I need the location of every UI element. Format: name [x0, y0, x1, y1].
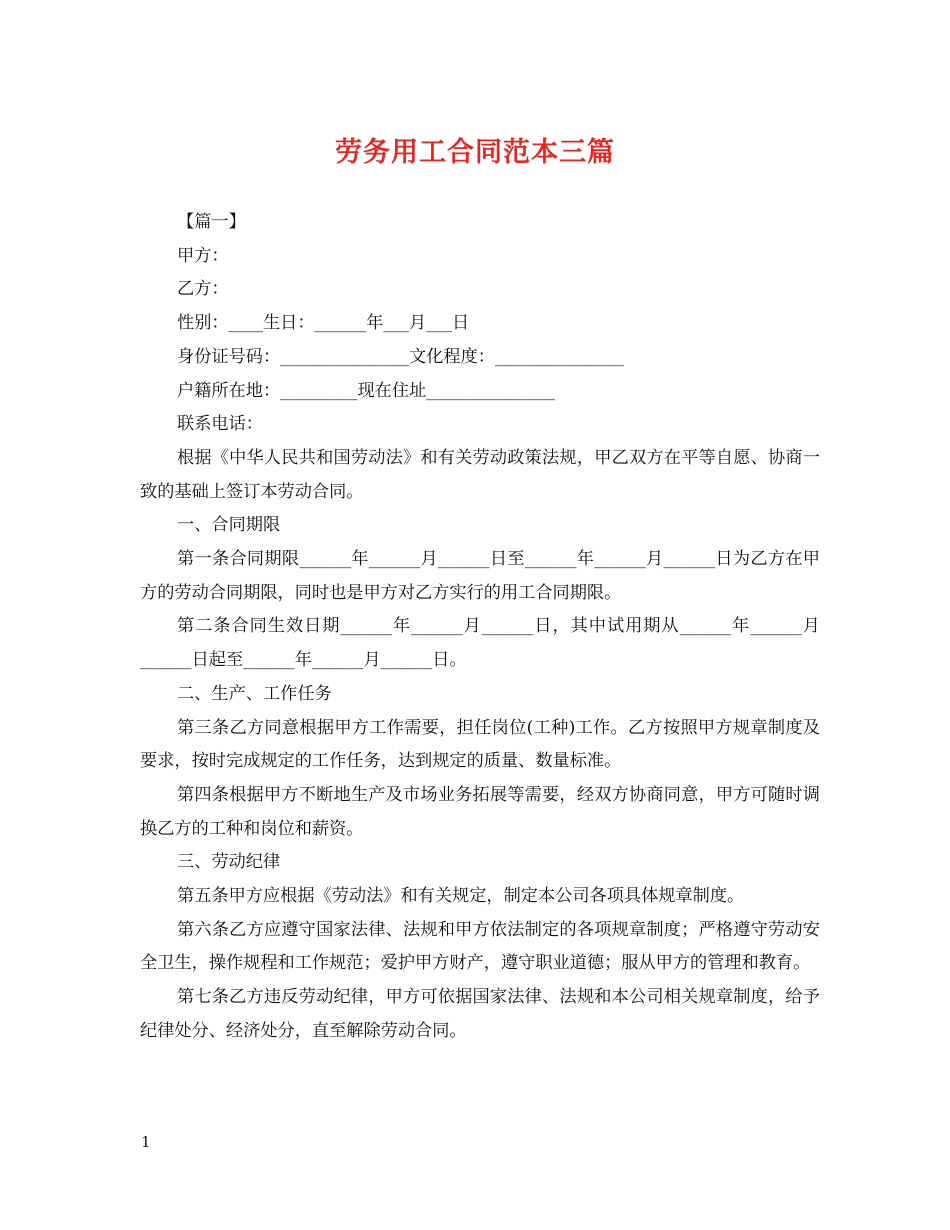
- section-heading: 一、合同期限: [177, 515, 281, 536]
- paragraph: 性别：____生日：______年___月___日: [177, 313, 470, 334]
- paragraph: 第一条合同期限______年______月______日至______年______月______日为乙方在甲方的劳动合同期限，同时也是甲方对乙方实行的用工合同期限。: [140, 549, 820, 603]
- paragraph: 第七条乙方违反劳动纪律，甲方可依据国家法律、法规和本公司相关规章制度，给予纪律处分、经济处分，直至解除劳动合同。: [140, 987, 820, 1041]
- document-body: [140, 206, 820, 1049]
- section-heading: 三、劳动纪律: [177, 852, 281, 873]
- paragraph: 根据《中华人民共和国劳动法》和有关劳动政策法规，甲乙双方在平等自愿、协商一致的基础上签订本劳动合同。: [140, 447, 820, 502]
- paragraph: 身份证号码：_______________文化程度：_______________: [177, 346, 624, 367]
- section-heading: 二、生产、工作任务: [177, 683, 332, 704]
- paragraph: 乙方：: [177, 279, 229, 300]
- paragraph: 第二条合同生效日期______年______月______日，其中试用期从______年______月______日起至______年______月______日。: [140, 616, 820, 671]
- paragraph: 户籍所在地：_________现在住址_______________: [177, 380, 556, 401]
- paragraph: 第四条根据甲方不断地生产及市场业务拓展等需要，经双方协商同意，甲方可随时调换乙方的工种和岗位和薪资。: [140, 784, 820, 839]
- paragraph: 【篇一】: [177, 212, 246, 232]
- paragraph: 第六条乙方应遵守国家法律、法规和甲方依法制定的各项规章制度；严格遵守劳动安全卫生，操作规程和工作规范；爱护甲方财产，遵守职业道德；服从甲方的管理和教育。: [140, 919, 820, 974]
- page-number: 1: [141, 1133, 151, 1151]
- paragraph: 联系电话：: [177, 414, 263, 435]
- document-title: 劳务用工合同范本三篇: [335, 137, 615, 168]
- paragraph: 第三条乙方同意根据甲方工作需要，担任岗位(工种)工作。乙方按照甲方规章制度及要求，按时完成规定的工作任务，达到规定的质量、数量标准。: [140, 717, 820, 772]
- paragraph: 甲方：: [177, 245, 229, 266]
- paragraph: 第五条甲方应根据《劳动法》和有关规定，制定本公司各项具体规章制度。: [177, 886, 745, 907]
